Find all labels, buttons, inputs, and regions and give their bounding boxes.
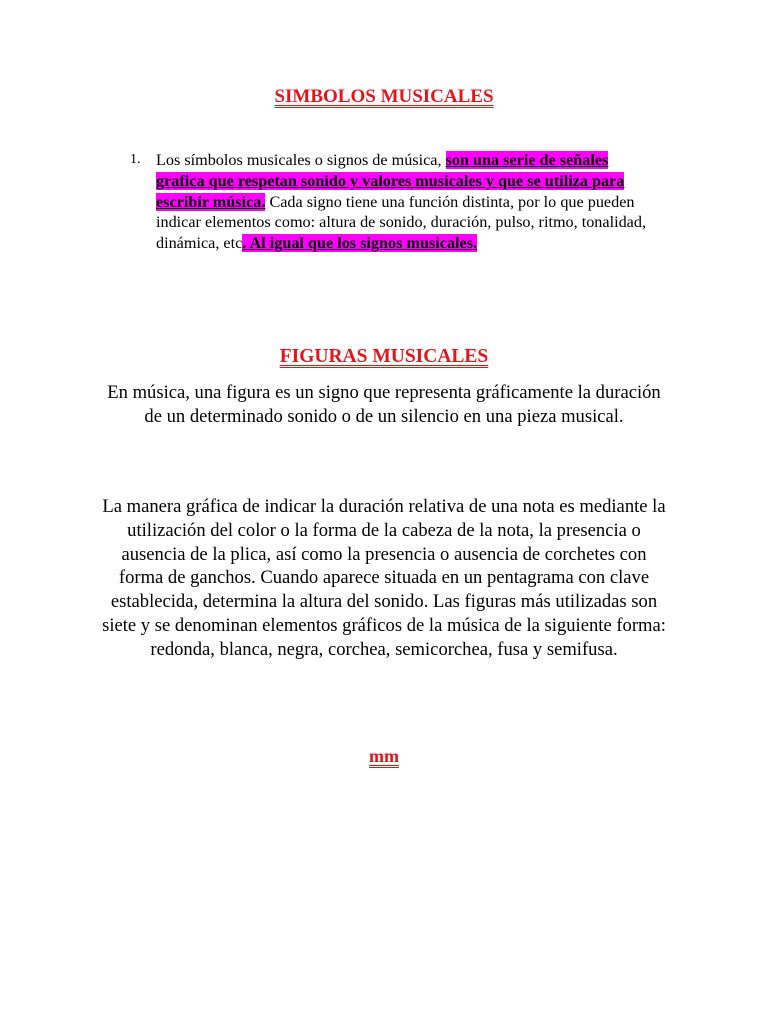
list-text-part1: Los símbolos musicales o signos de música, — [156, 151, 446, 169]
list-text-part2: Cada signo tiene una función distinta, por lo que pueden indicar elementos como: altura de sonido, duración, pulso, ritmo, tonalidad, dinámica, etc — [156, 192, 647, 253]
heading-mm: mm — [369, 746, 399, 766]
highlighted-definition: son una serie de señales grafica que respetan sonido y valores musicales y que se utiliza para escribir música. — [156, 151, 625, 211]
list-item-number: 1. — [130, 152, 141, 167]
heading-figuras-musicales: FIGURAS MUSICALES — [279, 346, 489, 367]
numbered-list — [130, 150, 670, 254]
paragraph-figura-details: La manera gráfica de indicar la duración relativa de una nota es mediante la utilización del color o la forma de la cabeza de la nota, la presencia o ausencia de la plica, así como la presencia o ausencia de corchetes con forma de ganchos. Cuando aparece situada en un pentagrama con clave establecida, determina la altura del sonido. Las figuras más utilizadas son siete y se denominan elementos gráficos de la música de la siguiente forma: redonda, blanca, negra, corchea, semicorchea, fusa y semifusa. — [102, 496, 666, 660]
list-item-text — [156, 150, 651, 254]
highlighted-conclusion: . Al igual que los signos musicales. — [242, 234, 478, 253]
paragraph-figura-definition: En música, una figura es un signo que representa gráficamente la duración de un determinado sonido o de un silencio en una pieza musical. — [107, 382, 661, 427]
heading-simbolos-musicales: SIMBOLOS MUSICALES — [274, 86, 494, 107]
